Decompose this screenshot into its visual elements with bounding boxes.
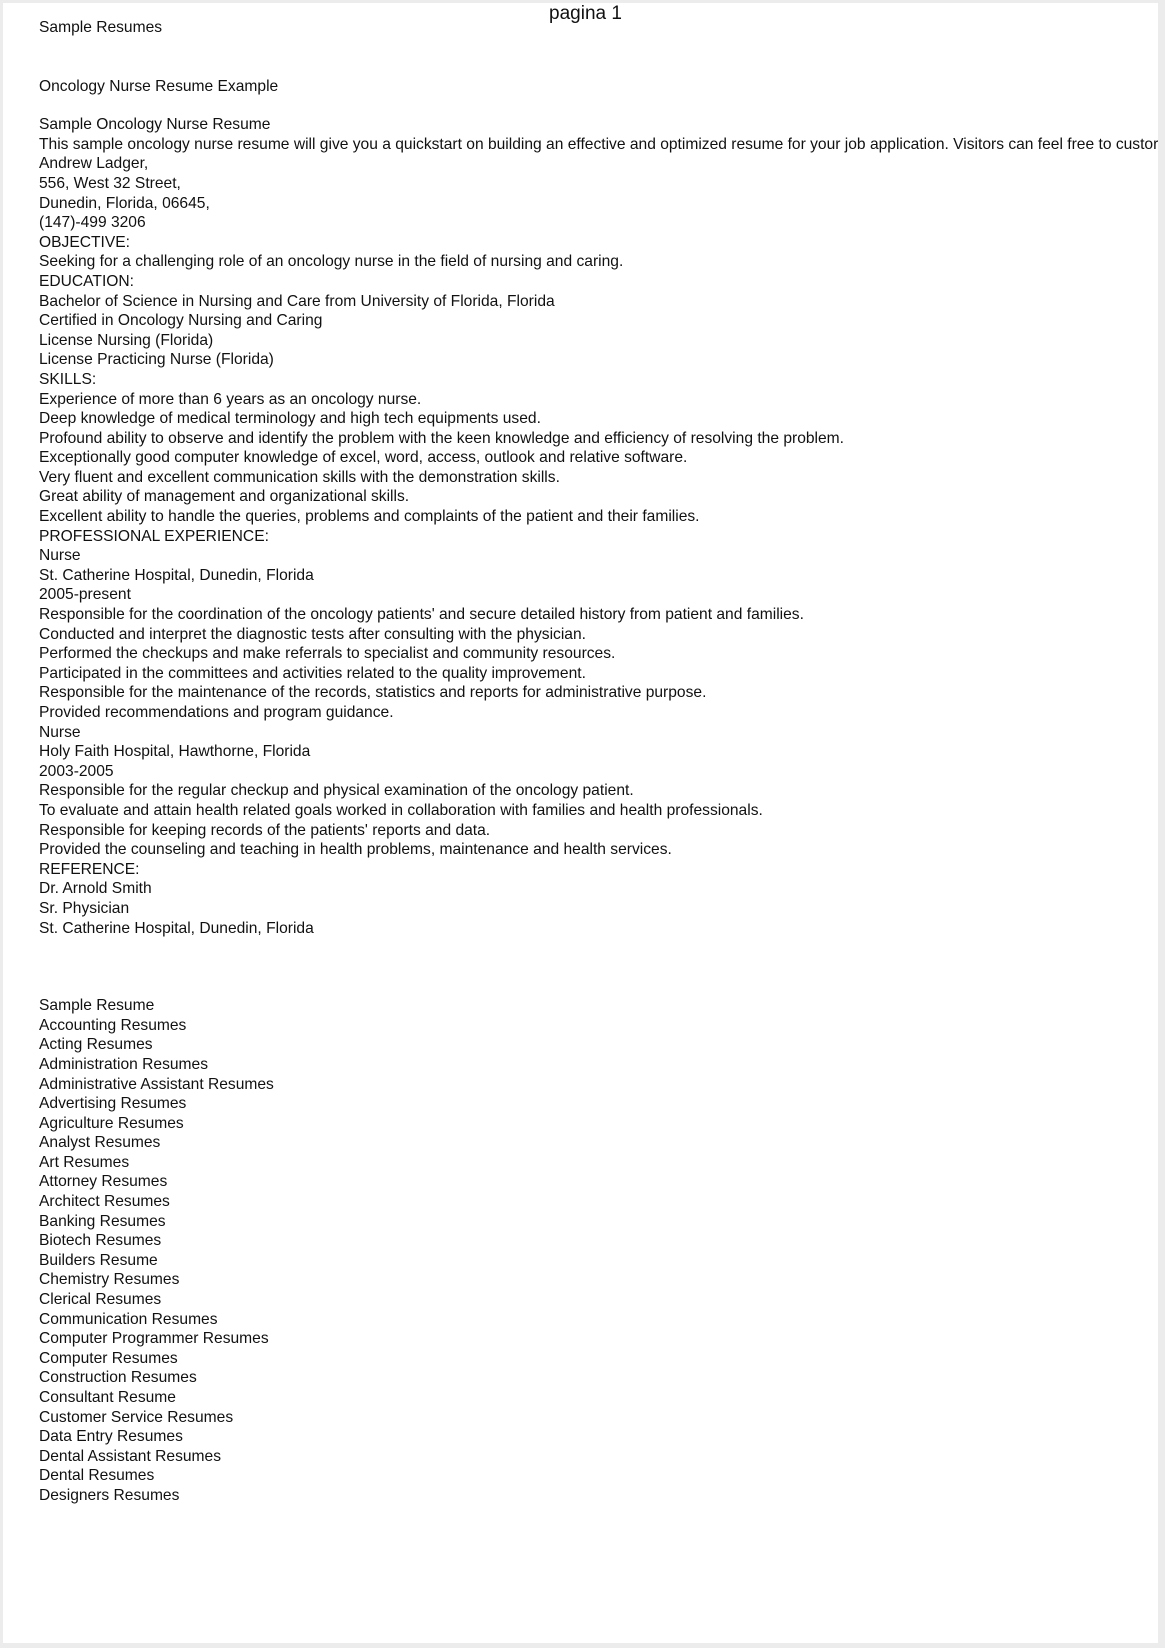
- job-title: Nurse: [39, 547, 81, 565]
- skill-item: Excellent ability to handle the queries, problems and complaints of the patient and their families.: [39, 508, 700, 526]
- job-title: Nurse: [39, 723, 81, 741]
- resume-link[interactable]: Administrative Assistant Resumes: [39, 1075, 274, 1093]
- site-title: Sample Resumes: [39, 19, 163, 36]
- reference-name: Dr. Arnold Smith: [39, 880, 152, 898]
- resume-link[interactable]: Advertising Resumes: [39, 1095, 187, 1113]
- resume-link[interactable]: Banking Resumes: [39, 1212, 166, 1230]
- objective-text: Seeking for a challenging role of an oncology nurse in the field of nursing and caring.: [39, 253, 624, 271]
- resume-link[interactable]: Communication Resumes: [39, 1310, 218, 1328]
- resume-link[interactable]: Builders Resume: [39, 1251, 158, 1269]
- resume-link[interactable]: Administration Resumes: [39, 1055, 208, 1073]
- education-section: [39, 272, 1158, 370]
- experience-heading: PROFESSIONAL EXPERIENCE:: [39, 527, 269, 545]
- job-place: St. Catherine Hospital, Dunedin, Florida: [39, 566, 314, 584]
- job-entry: [39, 546, 1158, 722]
- education-item: Certified in Oncology Nursing and Caring: [39, 312, 323, 330]
- objective-section: [39, 233, 1158, 272]
- resume-link[interactable]: Attorney Resumes: [39, 1173, 168, 1191]
- skills-heading: SKILLS:: [39, 370, 97, 388]
- resume-link[interactable]: Art Resumes: [39, 1153, 130, 1171]
- job-period: 2003-2005: [39, 762, 114, 780]
- education-item: License Nursing (Florida): [39, 331, 214, 349]
- contact-street: 556, West 32 Street,: [39, 174, 181, 192]
- skill-item: Experience of more than 6 years as an oncology nurse.: [39, 390, 422, 408]
- contact-name: Andrew Ladger,: [39, 155, 149, 173]
- resume-link[interactable]: Construction Resumes: [39, 1369, 197, 1387]
- job-duty: To evaluate and attain health related goals worked in collaboration with families and health professionals.: [39, 801, 763, 819]
- resume-link[interactable]: Designers Resumes: [39, 1486, 180, 1504]
- job-duty: Performed the checkups and make referrals to specialist and community resources.: [39, 645, 616, 663]
- job-period: 2005-present: [39, 586, 131, 604]
- reference-section: [39, 860, 1158, 938]
- skill-item: Profound ability to observe and identify the problem with the keen knowledge and efficiency of resolving the problem.: [39, 429, 845, 447]
- skills-section: [39, 370, 1158, 527]
- experience-section: [39, 527, 1158, 860]
- resume-link[interactable]: Architect Resumes: [39, 1193, 170, 1211]
- contact-block: [39, 154, 1158, 232]
- resume-heading: Sample Oncology Nurse Resume: [39, 116, 271, 134]
- resume-link[interactable]: Computer Programmer Resumes: [39, 1330, 269, 1348]
- contact-city: Dunedin, Florida, 06645,: [39, 194, 210, 212]
- skill-item: Very fluent and excellent communication skills with the demonstration skills.: [39, 468, 560, 486]
- job-duty: Responsible for keeping records of the patients' reports and data.: [39, 821, 491, 839]
- skill-item: Exceptionally good computer knowledge of excel, word, access, outlook and relative software.: [39, 449, 688, 467]
- resume-link[interactable]: Data Entry Resumes: [39, 1428, 183, 1446]
- resume-links-list: [39, 996, 1158, 1505]
- reference-place: St. Catherine Hospital, Dunedin, Florida: [39, 919, 314, 937]
- skill-item: Great ability of management and organizational skills.: [39, 488, 410, 506]
- education-item: License Practicing Nurse (Florida): [39, 351, 274, 369]
- document-page: [3, 3, 1158, 1643]
- job-duty: Responsible for the maintenance of the records, statistics and reports for administrative purpose.: [39, 684, 707, 702]
- job-duty: Participated in the committees and activities related to the quality improvement.: [39, 664, 586, 682]
- resume-link[interactable]: Dental Assistant Resumes: [39, 1447, 222, 1465]
- job-duty: Conducted and interpret the diagnostic tests after consulting with the physician.: [39, 625, 586, 643]
- education-item: Bachelor of Science in Nursing and Care from University of Florida, Florida: [39, 292, 555, 310]
- resume-content: [39, 18, 1158, 1506]
- resume-link[interactable]: Analyst Resumes: [39, 1134, 161, 1152]
- resume-link[interactable]: Dental Resumes: [39, 1467, 155, 1485]
- resume-link[interactable]: Accounting Resumes: [39, 1016, 187, 1034]
- job-duty: Provided recommendations and program guidance.: [39, 704, 394, 721]
- page-label: pagina 1: [549, 3, 622, 24]
- reference-heading: REFERENCE:: [39, 860, 140, 878]
- job-duty: Responsible for the regular checkup and physical examination of the oncology patient.: [39, 782, 634, 800]
- skill-item: Deep knowledge of medical terminology and high tech equipments used.: [39, 410, 541, 428]
- resume-link[interactable]: Acting Resumes: [39, 1036, 153, 1054]
- resume-link[interactable]: Customer Service Resumes: [39, 1408, 234, 1426]
- contact-phone: (147)-499 3206: [39, 214, 146, 232]
- objective-heading: OBJECTIVE:: [39, 233, 130, 251]
- resume-links-heading: Sample Resume: [39, 997, 155, 1015]
- job-entry: [39, 723, 1158, 860]
- intro-text: This sample oncology nurse resume will give you a quickstart on building an effective and optimized resume for your job application. Visitors can feel free to custor: [39, 135, 1158, 153]
- resume-link[interactable]: Clerical Resumes: [39, 1291, 162, 1309]
- resume-link[interactable]: Chemistry Resumes: [39, 1271, 180, 1289]
- job-place: Holy Faith Hospital, Hawthorne, Florida: [39, 743, 311, 761]
- resume-link[interactable]: Biotech Resumes: [39, 1232, 162, 1250]
- job-duty: Responsible for the coordination of the oncology patients' and secure detailed history from patient and families.: [39, 606, 804, 624]
- reference-role: Sr. Physician: [39, 899, 130, 917]
- resume-link[interactable]: Consultant Resume: [39, 1389, 176, 1406]
- resume-link[interactable]: Agriculture Resumes: [39, 1114, 184, 1132]
- job-duty: Provided the counseling and teaching in health problems, maintenance and health services.: [39, 841, 672, 859]
- resume-link[interactable]: Computer Resumes: [39, 1349, 178, 1367]
- education-heading: EDUCATION:: [39, 272, 135, 290]
- article-title: Oncology Nurse Resume Example: [39, 77, 279, 95]
